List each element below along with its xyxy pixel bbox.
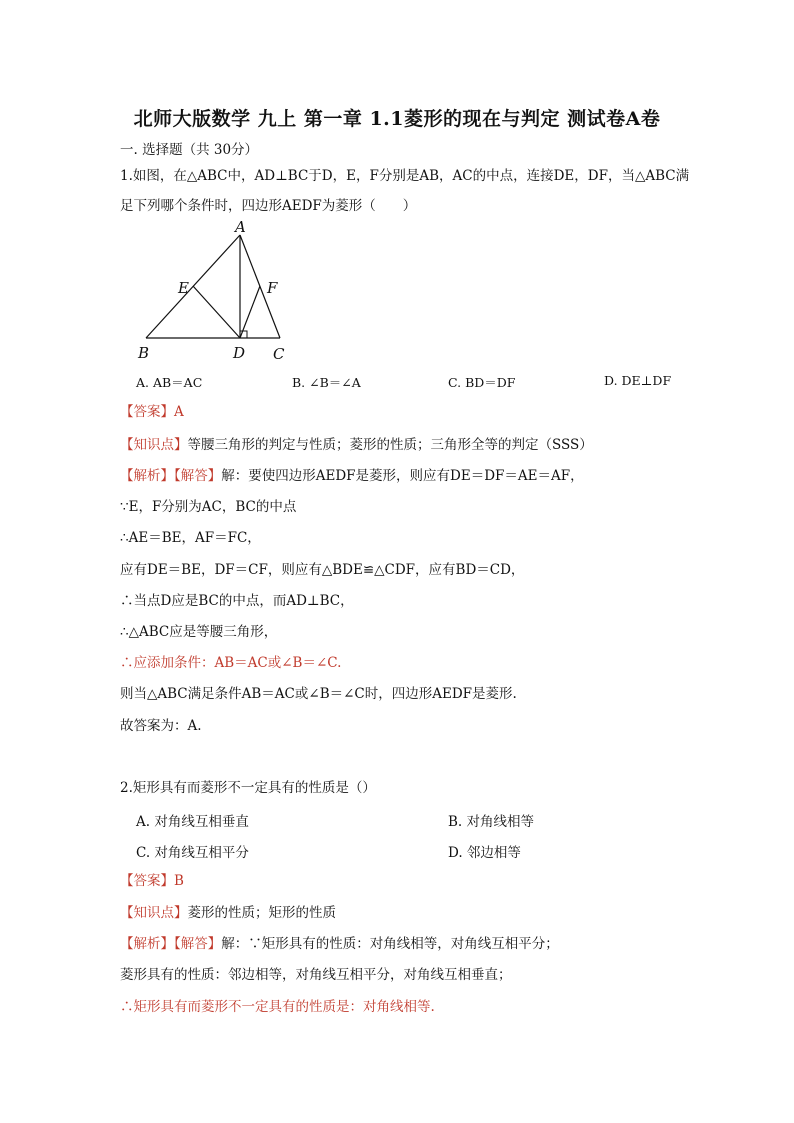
q1-analysis-line: ∴△ABC应是等腰三角形， (120, 624, 278, 640)
q2-knowledge (120, 903, 336, 923)
q1-analysis-line: ∴当点D应是BC的中点，而AD⊥BC， (120, 593, 354, 609)
q1-option-c: C. BD＝DF (448, 375, 516, 390)
section-heading: 一. 选择题（共 30分） (120, 142, 259, 158)
q1-knowledge-tag: 【知识点】 (120, 437, 188, 453)
q2-answer-value: B (174, 873, 184, 889)
q1-option-d: D. DE⊥DF (604, 373, 672, 388)
q1-analysis-line: 应有DE＝BE，DF＝CF，则应有△BDE≌△CDF，应有BD＝CD， (120, 562, 525, 578)
q1-analysis-first-text: 解：要使四边形AEDF是菱形，则应有DE＝DF＝AE＝AF， (221, 468, 584, 484)
q1-analysis-tag: 【解析】【解答】 (120, 468, 222, 484)
label-c: C (273, 345, 285, 363)
q1-analysis-conclusion: ∴应添加条件：AB＝AC或∠B＝∠C. (120, 655, 342, 671)
q1-analysis-line: ∴AE＝BE，AF＝FC， (120, 530, 261, 546)
q1-answer (120, 402, 184, 422)
q1-knowledge (120, 435, 593, 455)
q1-analysis-tail: 故答案为：A. (120, 718, 202, 734)
label-a: A (235, 218, 246, 236)
q2-analysis-conclusion: ∴矩形具有而菱形不一定具有的性质是：对角线相等. (120, 999, 435, 1015)
q1-knowledge-text: 等腰三角形的判定与性质；菱形的性质；三角形全等的判定（SSS） (187, 437, 593, 453)
q2-knowledge-text: 菱形的性质；矩形的性质 (187, 905, 336, 921)
q1-analysis-tail: 则当△ABC满足条件AB＝AC或∠B＝∠C时，四边形AEDF是菱形. (120, 686, 517, 702)
q1-analysis-first (120, 466, 584, 486)
label-d: D (233, 344, 246, 362)
q2-analysis-first-text: 解：∵矩形具有的性质：对角线相等，对角线互相平分； (221, 936, 559, 952)
q2-answer (120, 871, 184, 891)
segment-df (240, 286, 260, 338)
q1-answer-tag: 【答案】 (120, 404, 174, 420)
q2-option-b: B. 对角线相等 (448, 814, 535, 830)
page-title: 北师大版数学 九上 第一章 1.1菱形的现在与判定 测试卷A卷 (133, 108, 661, 130)
q1-analysis-line: ∵E，F分别为AC，BC的中点 (120, 499, 297, 515)
label-e: E (178, 279, 189, 297)
q2-option-d: D. 邻边相等 (448, 845, 521, 861)
triangle-figure (130, 218, 300, 368)
label-b: B (138, 344, 150, 362)
q2-option-a: A. 对角线互相垂直 (136, 814, 249, 830)
q2-option-c: C. 对角线互相平分 (136, 845, 249, 861)
q2-analysis-tag: 【解析】【解答】 (120, 936, 222, 952)
triangle-diagram (130, 218, 300, 368)
q2-stem: 2.矩形具有而菱形不一定具有的性质是（） (120, 780, 376, 796)
q2-knowledge-tag: 【知识点】 (120, 905, 188, 921)
q1-option-a: A. AB＝AC (136, 375, 203, 390)
q1-stem-line1: 1.如图，在△ABC中，AD⊥BC于D，E，F分别是AB，AC的中点，连接DE，DF，当△ABC满 (120, 168, 690, 184)
q1-stem-line2: 足下列哪个条件时，四边形AEDF为菱形（ ） (120, 198, 417, 214)
q1-answer-value: A (174, 404, 184, 420)
q2-answer-tag: 【答案】 (120, 873, 174, 889)
q2-analysis-line2: 菱形具有的性质：邻边相等，对角线互相平分，对角线互相垂直； (120, 967, 512, 983)
label-f: F (267, 279, 278, 297)
segment-de (193, 286, 240, 338)
q2-analysis-first (120, 934, 559, 954)
q1-option-b: B. ∠B＝∠A (292, 375, 361, 390)
